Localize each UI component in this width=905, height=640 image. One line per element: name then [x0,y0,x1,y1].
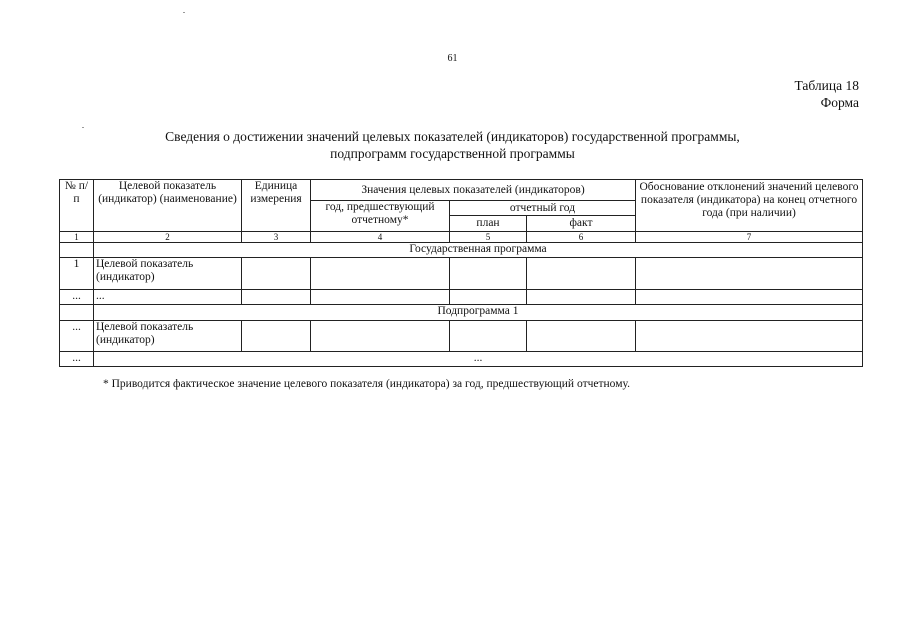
row-indicator-name: Целевой показатель (индикатор) [94,321,242,352]
title-line-1: Сведения о достижении значений целевых показателей (индикаторов) государственной программы, [165,129,740,144]
row-number: ... [60,321,94,352]
header-values-group: Значения целевых показателей (индикаторов) [311,180,636,201]
empty-cell [242,258,311,290]
header-unit: Единица измерения [242,180,311,232]
empty-cell [636,258,863,290]
title-line-2: подпрограмм государственной программы [330,146,575,161]
table-row [60,321,863,352]
footnote: * Приводится фактическое значение целевого показателя (индикатора) за год, предшествующий отчетному. [103,378,630,390]
empty-cell [60,243,94,258]
row-number: ... [60,352,94,367]
empty-cell [242,321,311,352]
empty-cell [60,305,94,321]
column-number: 6 [527,232,636,243]
empty-cell [242,290,311,305]
column-number: 2 [94,232,242,243]
empty-cell [527,258,636,290]
empty-cell [311,321,450,352]
header-number: № п/п [60,180,94,232]
header-plan: план [450,216,527,232]
empty-cell [450,258,527,290]
empty-cell [450,321,527,352]
section-row [60,305,863,321]
header-fact: факт [527,216,636,232]
table-label [795,77,860,111]
empty-cell [311,290,450,305]
column-number: 4 [311,232,450,243]
empty-cell [311,258,450,290]
document-title [0,128,905,162]
empty-cell [636,321,863,352]
column-number: 3 [242,232,311,243]
empty-cell [636,290,863,305]
scan-speck [183,12,185,13]
row-number: ... [60,290,94,305]
column-number: 7 [636,232,863,243]
column-numbers-row [60,232,863,243]
form-label: Форма [820,95,859,110]
row-indicator-name: Целевой показатель (индикатор) [94,258,242,290]
section-row [60,243,863,258]
header-prev-year: год, предшествующий отчетному* [311,201,450,232]
table-number: Таблица 18 [794,78,859,93]
header-justification: Обоснование отклонений значений целевого показателя (индикатора) на конец отчетного года (при наличии) [636,180,863,232]
empty-cell [450,290,527,305]
page-number: 61 [447,53,458,64]
section-title-state-program: Государственная программа [94,243,863,258]
header-indicator: Целевой показатель (индикатор) (наименование) [94,180,242,232]
table-row [60,258,863,290]
table-row [60,352,863,367]
section-title-subprogram: Подпрограмма 1 [94,305,863,321]
column-number: 5 [450,232,527,243]
row-number: 1 [60,258,94,290]
empty-cell [527,321,636,352]
row-ellipsis: ... [94,352,863,367]
form-table [59,179,863,367]
empty-cell [527,290,636,305]
table-row [60,290,863,305]
row-indicator-name: ... [94,290,242,305]
header-report-year: отчетный год [450,201,636,216]
column-number: 1 [60,232,94,243]
